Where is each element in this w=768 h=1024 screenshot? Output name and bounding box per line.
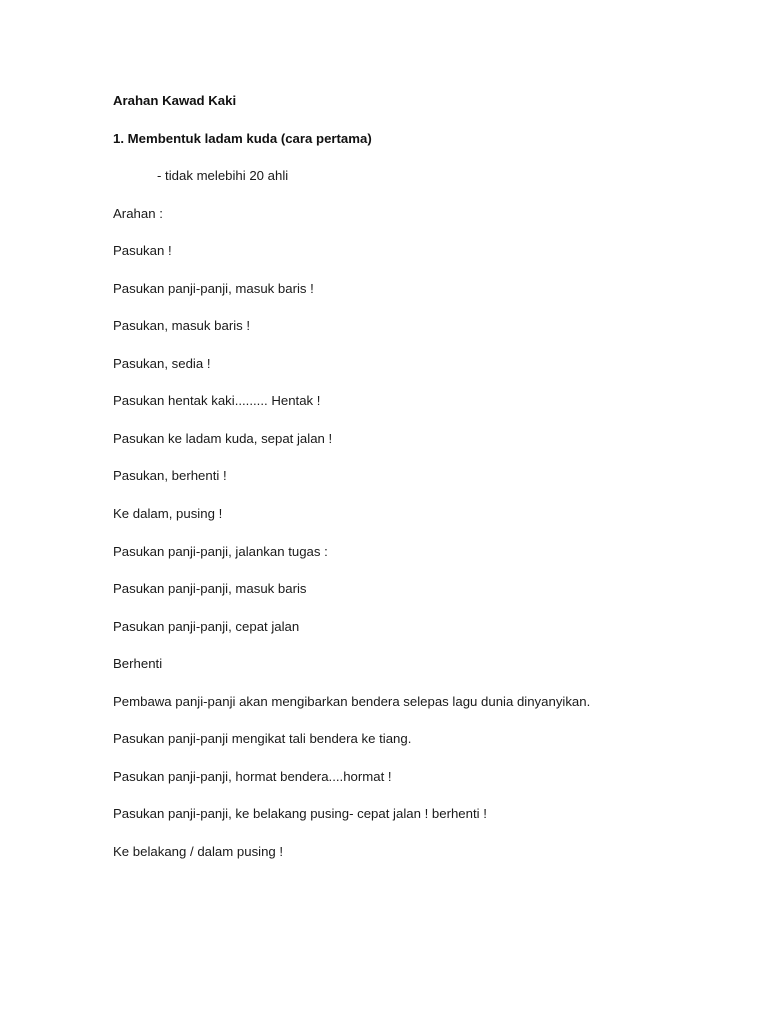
command-list — [113, 243, 733, 881]
command-line: Berhenti — [113, 656, 163, 672]
command-line: Pasukan panji-panji, jalankan tugas : — [113, 543, 328, 559]
command-line: Pasukan, berhenti ! — [113, 468, 227, 484]
command-line: Ke belakang / dalam pusing ! — [113, 843, 284, 859]
command-line: Pasukan ! — [113, 243, 172, 259]
command-line: Pasukan panji-panji mengikat tali bendera ke tiang. — [113, 731, 412, 747]
command-line: Pasukan panji-panji, cepat jalan — [113, 618, 300, 634]
document-page — [113, 93, 733, 881]
command-line: Pasukan panji-panji, masuk baris ! — [113, 280, 314, 296]
document-title: Arahan Kawad Kaki — [113, 93, 237, 108]
command-line: Pasukan ke ladam kuda, sepat jalan ! — [113, 430, 333, 446]
command-line: Ke dalam, pusing ! — [113, 506, 223, 522]
command-line: Pasukan panji-panji, ke belakang pusing- cepat jalan ! berhenti ! — [113, 806, 487, 822]
command-line: Pasukan, masuk baris ! — [113, 318, 251, 334]
command-line: Pasukan panji-panji, hormat bendera....hormat ! — [113, 768, 392, 784]
command-line: Pasukan panji-panji, masuk baris — [113, 581, 307, 597]
arahan-label: Arahan : — [113, 205, 163, 221]
note-text: - tidak melebihi 20 ahli — [157, 168, 289, 184]
section-heading: 1. Membentuk ladam kuda (cara pertama) — [113, 130, 372, 146]
command-line: Pembawa panji-panji akan mengibarkan bendera selepas lagu dunia dinyanyikan. — [113, 693, 591, 709]
command-line: Pasukan hentak kaki......... Hentak ! — [113, 393, 321, 409]
command-line: Pasukan, sedia ! — [113, 355, 211, 371]
